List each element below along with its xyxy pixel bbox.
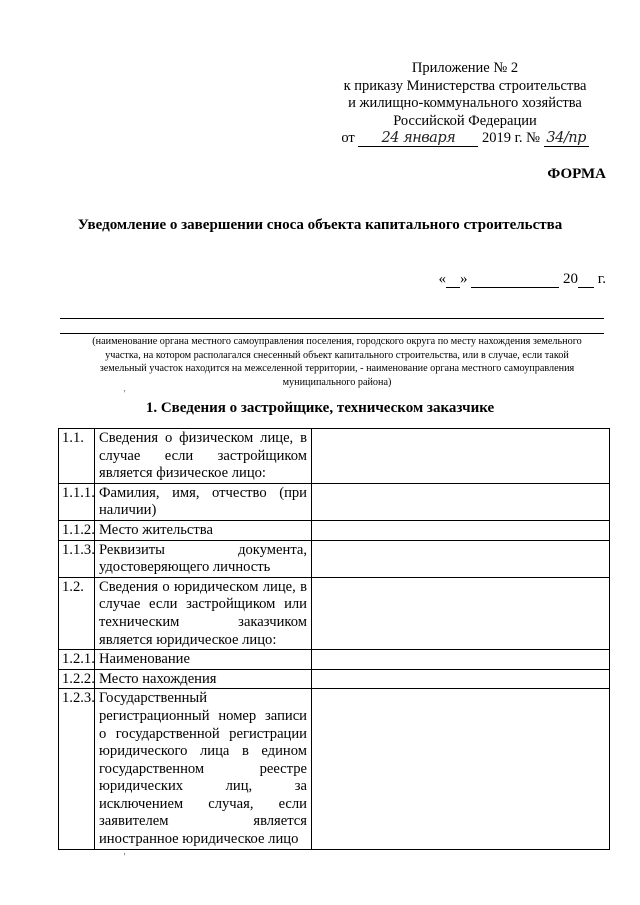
row-number: 1.1.3. bbox=[59, 540, 95, 577]
table-row bbox=[59, 689, 610, 849]
row-number: 1.2. bbox=[59, 577, 95, 649]
row-number: 1.1.2. bbox=[59, 520, 95, 540]
row-label: Фамилия, имя, отчество (при наличии) bbox=[95, 483, 312, 520]
document-title: Уведомление о завершении сноса объекта капитального строительства bbox=[77, 217, 563, 233]
date-close-quote: » bbox=[460, 271, 468, 287]
table-row bbox=[59, 577, 610, 649]
scan-mark: ′ bbox=[123, 852, 126, 863]
date-field[interactable] bbox=[439, 271, 606, 288]
form-label: ФОРМА bbox=[547, 166, 606, 182]
appendix-ministry: и жилищно-коммунального хозяйства bbox=[348, 95, 582, 111]
appendix-number: Приложение № 2 bbox=[411, 60, 519, 76]
order-number-signature: 34/пр bbox=[544, 130, 589, 147]
row-value-field[interactable] bbox=[312, 483, 610, 520]
year-prefix: 20 bbox=[563, 271, 579, 287]
table-row bbox=[59, 483, 610, 520]
row-value-field[interactable] bbox=[312, 429, 610, 484]
appendix-header bbox=[330, 60, 600, 148]
scan-mark: ′ bbox=[123, 389, 126, 400]
row-number: 1.1.1. bbox=[59, 483, 95, 520]
row-value-field[interactable] bbox=[312, 689, 610, 849]
row-value-field[interactable] bbox=[312, 650, 610, 670]
section-1-title: 1. Сведения о застройщике, техническом заказчике bbox=[145, 400, 495, 416]
year-blank[interactable] bbox=[578, 273, 594, 288]
appendix-order-line bbox=[330, 130, 600, 148]
row-label: Сведения о физическом лице, в случае если застройщиком является физическое лицо: bbox=[95, 429, 312, 484]
row-label: Наименование bbox=[95, 650, 312, 670]
row-value-field[interactable] bbox=[312, 520, 610, 540]
month-blank[interactable] bbox=[471, 273, 559, 288]
row-number: 1.2.2. bbox=[59, 669, 95, 689]
row-label: Сведения о юридическом лице, в случае если застройщиком или техническим заказчиком является юридическое лицо: bbox=[95, 577, 312, 649]
day-blank[interactable] bbox=[446, 273, 460, 288]
row-value-field[interactable] bbox=[312, 669, 610, 689]
row-label: Место жительства bbox=[95, 520, 312, 540]
row-number: 1.2.1. bbox=[59, 650, 95, 670]
table-row bbox=[59, 540, 610, 577]
row-label: Место нахождения bbox=[95, 669, 312, 689]
table-row bbox=[59, 650, 610, 670]
order-prefix: от bbox=[341, 130, 355, 146]
appendix-order-ref: к приказу Министерства строительства bbox=[343, 77, 587, 94]
date-open-quote: « bbox=[438, 271, 447, 287]
order-date-signature: 24 января bbox=[358, 130, 478, 147]
row-number: 1.2.3. bbox=[59, 689, 95, 849]
authority-line-2[interactable] bbox=[60, 333, 604, 334]
table-row bbox=[59, 520, 610, 540]
table-row bbox=[59, 429, 610, 484]
developer-info-table bbox=[58, 428, 610, 850]
row-number: 1.1. bbox=[59, 429, 95, 484]
row-value-field[interactable] bbox=[312, 540, 610, 577]
authority-caption: (наименование органа местного самоуправления поселения, городского округа по месту нахождения земельного участка, на котором располагался снесенный объект капитального строительства, или в случае, если такой земельный участок находится на межселенной территории, - наименование органа местного самоуправления муниципального района) bbox=[92, 336, 582, 388]
order-year: 2019 г. № bbox=[482, 130, 541, 146]
year-suffix: г. bbox=[597, 271, 606, 287]
row-value-field[interactable] bbox=[312, 577, 610, 649]
row-label: Государственный регистрационный номер записи о государственной регистрации юридического лица в едином государственном реестре юридических лиц, за исключением случая, если заявителем является иностранное юридическое лицо bbox=[95, 689, 312, 849]
appendix-country: Российской Федерации bbox=[393, 112, 537, 129]
table-row bbox=[59, 669, 610, 689]
authority-line-1[interactable] bbox=[60, 318, 604, 319]
row-label: Реквизиты документа, удостоверяющего личность bbox=[95, 540, 312, 577]
